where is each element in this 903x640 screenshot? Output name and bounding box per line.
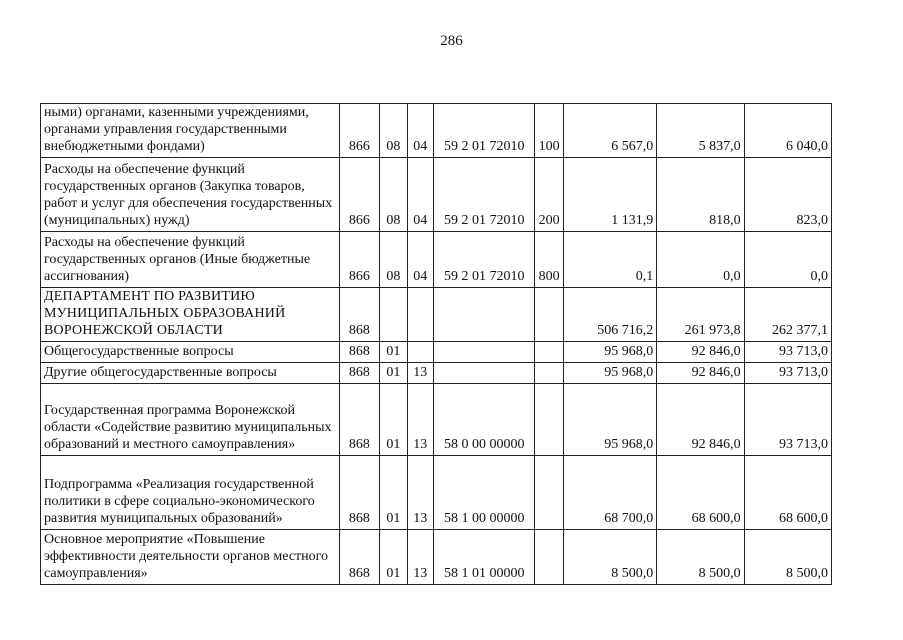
section-cell: 01 xyxy=(380,342,407,363)
target-article-cell xyxy=(433,288,535,342)
subsection-cell: 04 xyxy=(407,232,433,288)
row-name: Расходы на обеспечение функций государственных органов (Закупка товаров, работ и услуг для обеспечения государственных (муниципальных) нужд) xyxy=(41,158,340,232)
row-name: Другие общегосударственные вопросы xyxy=(41,363,340,384)
amount-cell: 95 968,0 xyxy=(563,342,656,363)
target-article-cell: 59 2 01 72010 xyxy=(433,232,535,288)
target-article-cell xyxy=(433,363,535,384)
row-name: Государственная программа Воронежской области «Содействие развитию муниципальных образований и местного самоуправления» xyxy=(41,384,340,456)
expense-type-cell xyxy=(535,363,563,384)
grbs-cell: 868 xyxy=(339,384,380,456)
expense-type-cell xyxy=(535,342,563,363)
page-number: 286 xyxy=(440,33,463,49)
target-article-cell: 58 0 00 00000 xyxy=(433,384,535,456)
amount-cell: 1 131,9 xyxy=(563,158,656,232)
grbs-cell: 868 xyxy=(339,456,380,530)
table-row xyxy=(41,158,832,232)
amount-cell: 823,0 xyxy=(744,158,831,232)
grbs-cell: 866 xyxy=(339,232,380,288)
section-cell: 01 xyxy=(380,530,407,585)
row-name: Общегосударственные вопросы xyxy=(41,342,340,363)
grbs-cell: 868 xyxy=(339,288,380,342)
section-cell: 08 xyxy=(380,158,407,232)
expense-type-cell xyxy=(535,530,563,585)
amount-cell: 818,0 xyxy=(657,158,744,232)
target-article-cell: 58 1 01 00000 xyxy=(433,530,535,585)
subsection-cell: 04 xyxy=(407,104,433,158)
target-article-cell: 58 1 00 00000 xyxy=(433,456,535,530)
expense-type-cell: 800 xyxy=(535,232,563,288)
amount-cell: 0,0 xyxy=(657,232,744,288)
grbs-cell: 868 xyxy=(339,363,380,384)
amount-cell: 92 846,0 xyxy=(657,363,744,384)
amount-cell: 6 567,0 xyxy=(563,104,656,158)
subsection-cell: 13 xyxy=(407,530,433,585)
section-cell: 01 xyxy=(380,456,407,530)
amount-cell: 261 973,8 xyxy=(657,288,744,342)
amount-cell: 68 700,0 xyxy=(563,456,656,530)
amount-cell: 8 500,0 xyxy=(563,530,656,585)
expense-type-cell xyxy=(535,288,563,342)
amount-cell: 92 846,0 xyxy=(657,342,744,363)
subsection-cell: 04 xyxy=(407,158,433,232)
subsection-cell xyxy=(407,288,433,342)
grbs-cell: 866 xyxy=(339,158,380,232)
row-name: ными) органами, казенными учреждениями, органами управления государственными внебюджетными фондами) xyxy=(41,104,340,158)
budget-table xyxy=(40,103,832,585)
expense-type-cell xyxy=(535,384,563,456)
amount-cell: 92 846,0 xyxy=(657,384,744,456)
subsection-cell: 13 xyxy=(407,384,433,456)
grbs-cell: 866 xyxy=(339,104,380,158)
target-article-cell: 59 2 01 72010 xyxy=(433,158,535,232)
amount-cell: 262 377,1 xyxy=(744,288,831,342)
subsection-cell: 13 xyxy=(407,456,433,530)
amount-cell: 506 716,2 xyxy=(563,288,656,342)
amount-cell: 93 713,0 xyxy=(744,342,831,363)
expense-type-cell: 200 xyxy=(535,158,563,232)
section-cell: 01 xyxy=(380,363,407,384)
amount-cell: 68 600,0 xyxy=(657,456,744,530)
amount-cell: 8 500,0 xyxy=(744,530,831,585)
row-name: Подпрограмма «Реализация государственной политики в сфере социально-экономического развития муниципальных образований» xyxy=(41,456,340,530)
amount-cell: 95 968,0 xyxy=(563,363,656,384)
section-cell xyxy=(380,288,407,342)
expense-type-cell: 100 xyxy=(535,104,563,158)
table-row xyxy=(41,342,832,363)
subsection-cell xyxy=(407,342,433,363)
target-article-cell: 59 2 01 72010 xyxy=(433,104,535,158)
grbs-cell: 868 xyxy=(339,342,380,363)
section-cell: 08 xyxy=(380,232,407,288)
section-cell: 01 xyxy=(380,384,407,456)
expense-type-cell xyxy=(535,456,563,530)
row-name: Основное мероприятие «Повышение эффективности деятельности органов местного самоуправления» xyxy=(41,530,340,585)
table-row xyxy=(41,456,832,530)
amount-cell: 0,1 xyxy=(563,232,656,288)
department-name: ДЕПАРТАМЕНТ ПО РАЗВИТИЮ МУНИЦИПАЛЬНЫХ ОБРАЗОВАНИЙ ВОРОНЕЖСКОЙ ОБЛАСТИ xyxy=(41,288,340,342)
table-row xyxy=(41,363,832,384)
section-cell: 08 xyxy=(380,104,407,158)
table-row xyxy=(41,384,832,456)
amount-cell: 93 713,0 xyxy=(744,363,831,384)
amount-cell: 95 968,0 xyxy=(563,384,656,456)
amount-cell: 68 600,0 xyxy=(744,456,831,530)
target-article-cell xyxy=(433,342,535,363)
grbs-cell: 868 xyxy=(339,530,380,585)
amount-cell: 6 040,0 xyxy=(744,104,831,158)
subsection-cell: 13 xyxy=(407,363,433,384)
table-row xyxy=(41,530,832,585)
table-row xyxy=(41,288,832,342)
table-row xyxy=(41,232,832,288)
row-name: Расходы на обеспечение функций государственных органов (Иные бюджетные ассигнования) xyxy=(41,232,340,288)
amount-cell: 0,0 xyxy=(744,232,831,288)
amount-cell: 93 713,0 xyxy=(744,384,831,456)
amount-cell: 5 837,0 xyxy=(657,104,744,158)
amount-cell: 8 500,0 xyxy=(657,530,744,585)
table-row xyxy=(41,104,832,158)
